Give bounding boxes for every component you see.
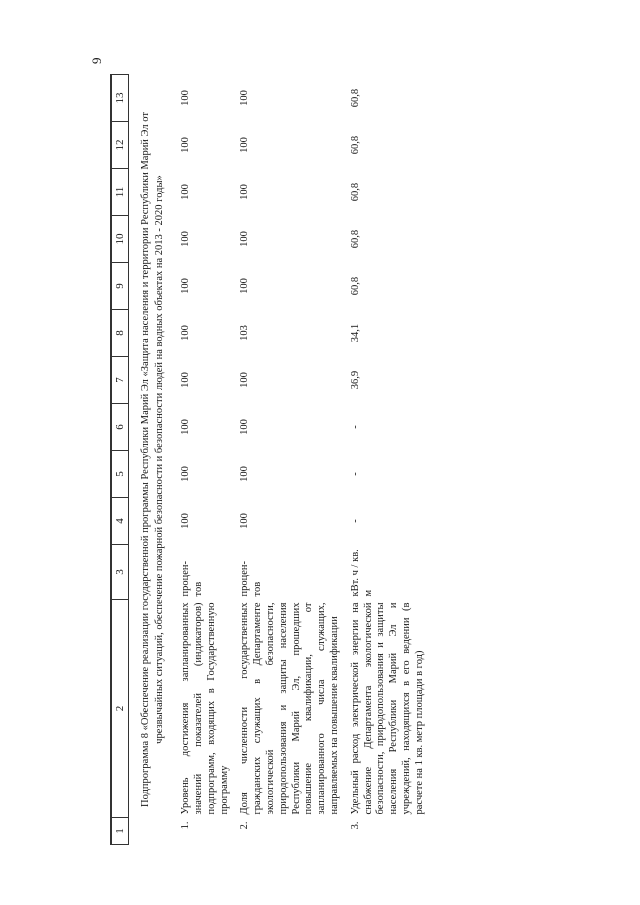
value-cell: 100 [180, 419, 192, 435]
value-cell: - [349, 519, 361, 523]
header-col-12: 12 [111, 122, 129, 169]
header-col-4: 4 [111, 498, 129, 545]
value-cell: 36,9 [349, 370, 361, 390]
indicators-table [110, 74, 431, 845]
page-number: 9 [89, 57, 104, 64]
header-col-6: 6 [111, 404, 129, 451]
value-cell: 100 [239, 231, 251, 247]
value-cell: 100 [180, 466, 192, 482]
value-cell: 100 [180, 184, 192, 200]
header-col-10: 10 [111, 216, 129, 263]
value-cell: 100 [239, 466, 251, 482]
header-col-3: 3 [111, 545, 129, 600]
value-cell: - [349, 425, 361, 429]
unit-cell: процен-тов [239, 560, 264, 597]
indicator-name: Удельный расход электрической энергии на снабжение Департамента экологической безопасности, природопользования и защиты населения Республики Марий Эл и учреждений, находящихся в его ведении (в расчете на 1 кв. метр площади в год) [349, 602, 425, 815]
header-col-8: 8 [111, 310, 129, 357]
value-cell: 100 [239, 137, 251, 153]
value-cell: 100 [180, 231, 192, 247]
indicator-name: Доля численности государственных гражданских служащих в Департаменте экологической безопасности, природопользования и защиты населения Республики Марий Эл, прошедших повышение квалификации, от запланированного числа служащих, направляемых на повышение квалификации [239, 602, 341, 815]
header-row [111, 75, 129, 845]
value-cell: 100 [239, 278, 251, 294]
unit-cell: кВт. ч / кв. м [349, 549, 374, 597]
value-cell: 100 [180, 513, 192, 529]
unit-cell: процен-тов [180, 560, 205, 597]
value-cell: 100 [180, 137, 192, 153]
header-col-1: 1 [111, 818, 129, 845]
subprogram-row [129, 75, 177, 845]
header-col-9: 9 [111, 263, 129, 310]
header-col-2: 2 [111, 600, 129, 818]
header-col-7: 7 [111, 357, 129, 404]
row-number: 1. [180, 821, 192, 830]
value-cell: 100 [239, 372, 251, 388]
value-cell: 100 [180, 278, 192, 294]
header-col-11: 11 [111, 169, 129, 216]
table-row [235, 75, 345, 845]
value-cell: - [349, 472, 361, 476]
header-col-5: 5 [111, 451, 129, 498]
value-cell: 60,8 [349, 135, 361, 155]
value-cell: 60,8 [349, 276, 361, 296]
indicator-name: Уровень достижения запланированных значений показателей (индикаторов) подпрограмм, входящих в Государственную программу [180, 602, 230, 815]
row-number: 2. [239, 821, 251, 830]
value-cell: 100 [239, 90, 251, 106]
row-number: 3. [349, 821, 361, 830]
value-cell: 100 [239, 419, 251, 435]
value-cell: 34,1 [349, 323, 361, 343]
table-row [346, 75, 431, 845]
value-cell: 60,8 [349, 182, 361, 202]
value-cell: 100 [239, 184, 251, 200]
header-col-13: 13 [111, 75, 129, 122]
table-row [176, 75, 235, 845]
subprogram-title: Подпрограмма 8 «Обеспечение реализации государственной программы Республики Марий Эл «Защита населения и территории Республики Марий Эл от чрезвычайных ситуаций, обеспечение пожарной безопасности и безопасности людей на водных объектах на 2013 - 2020 годы» [140, 112, 165, 807]
value-cell: 100 [180, 372, 192, 388]
value-cell: 100 [180, 325, 192, 341]
rotated-table-container [110, 75, 570, 845]
value-cell: 103 [239, 325, 251, 341]
value-cell: 100 [239, 513, 251, 529]
value-cell: 60,8 [349, 229, 361, 249]
value-cell: 100 [180, 90, 192, 106]
value-cell: 60,8 [349, 88, 361, 108]
